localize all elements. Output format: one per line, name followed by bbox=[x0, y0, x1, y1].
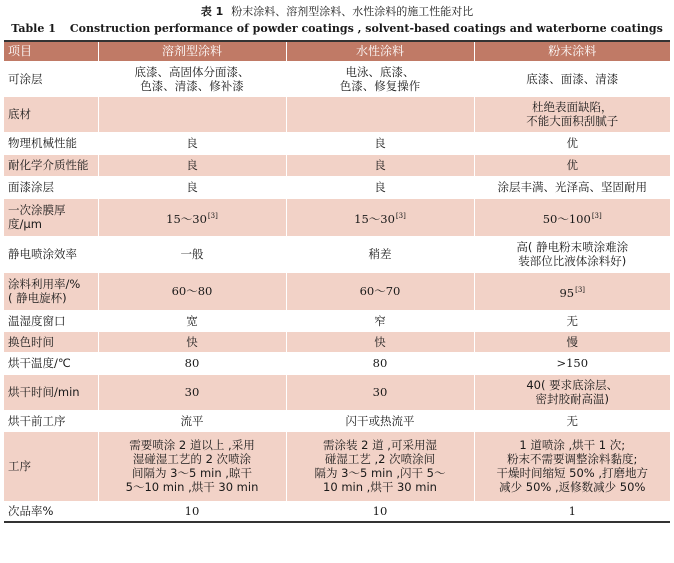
table-row bbox=[4, 272, 670, 310]
cell-powder: >150 bbox=[474, 352, 670, 374]
row-item: 一次涂膜厚 度/μm bbox=[4, 198, 98, 236]
cell-value: 50～100 bbox=[542, 211, 591, 226]
cell-waterborne: 60～70 bbox=[286, 272, 474, 310]
table-row bbox=[4, 198, 670, 236]
cell-powder: 底漆、面漆、清漆 bbox=[474, 61, 670, 96]
cell-waterborne bbox=[286, 96, 474, 132]
cell-powder: 1 bbox=[474, 501, 670, 522]
table-row bbox=[4, 61, 670, 96]
row-item: 静电喷涂效率 bbox=[4, 236, 98, 272]
table-row bbox=[4, 374, 670, 410]
cell-waterborne: 窄 bbox=[286, 310, 474, 331]
cell-solvent: 一般 bbox=[98, 236, 286, 272]
table-row bbox=[4, 96, 670, 132]
table-title-en bbox=[0, 21, 674, 36]
table-row bbox=[4, 331, 670, 352]
cell-powder: 无 bbox=[474, 410, 670, 431]
table-label-en: Table 1 bbox=[11, 22, 56, 35]
cell-solvent: 流平 bbox=[98, 410, 286, 431]
cell-solvent: 宽 bbox=[98, 310, 286, 331]
cell-powder: 1 道喷涂 ,烘干 1 次; 粉末不需要调整涂料黏度; 干燥时间缩短 50% ,打磨地方 减少 50% ,返修数减少 50% bbox=[474, 431, 670, 501]
row-item: 烘干时间/min bbox=[4, 374, 98, 410]
row-item: 工序 bbox=[4, 431, 98, 501]
table-row bbox=[4, 132, 670, 154]
table-row bbox=[4, 410, 670, 431]
cell-solvent: 底漆、高固体分面漆、 色漆、清漆、修补漆 bbox=[98, 61, 286, 96]
cell-powder bbox=[474, 272, 670, 310]
cell-waterborne: 30 bbox=[286, 374, 474, 410]
cell-solvent bbox=[98, 198, 286, 236]
row-item: 耐化学介质性能 bbox=[4, 154, 98, 176]
cell-powder: 涂层丰满、光泽高、坚固耐用 bbox=[474, 176, 670, 198]
cell-value: 15～30 bbox=[166, 211, 207, 226]
table-row bbox=[4, 154, 670, 176]
cell-powder: 优 bbox=[474, 132, 670, 154]
cell-powder: 高( 静电粉末喷涂难涂 装部位比液体涂料好) bbox=[474, 236, 670, 272]
cell-solvent: 良 bbox=[98, 132, 286, 154]
table-caption-en: Construction performance of powder coatings , solvent-based coatings and waterborne coatings bbox=[69, 22, 663, 35]
header-waterborne: 水性涂料 bbox=[286, 41, 474, 61]
row-item: 烘干温度/℃ bbox=[4, 352, 98, 374]
cell-powder: 40( 要求底涂层、 密封胶耐高温) bbox=[474, 374, 670, 410]
table-row bbox=[4, 431, 670, 501]
cell-solvent: 80 bbox=[98, 352, 286, 374]
cell-solvent: 需要喷涂 2 道以上 ,采用 湿碰湿工艺的 2 次喷涂 间隔为 3～5 min ,晾干 5～10 min ,烘干 30 min bbox=[98, 431, 286, 501]
cell-waterborne: 闪干或热流平 bbox=[286, 410, 474, 431]
row-item: 可涂层 bbox=[4, 61, 98, 96]
row-item: 温湿度窗口 bbox=[4, 310, 98, 331]
citation-ref: [3] bbox=[591, 211, 602, 220]
cell-waterborne: 良 bbox=[286, 132, 474, 154]
cell-powder: 无 bbox=[474, 310, 670, 331]
cell-waterborne: 快 bbox=[286, 331, 474, 352]
cell-waterborne: 电泳、底漆、 色漆、修复操作 bbox=[286, 61, 474, 96]
row-item: 底材 bbox=[4, 96, 98, 132]
cell-solvent: 良 bbox=[98, 154, 286, 176]
comparison-table bbox=[4, 40, 670, 523]
cell-solvent: 60～80 bbox=[98, 272, 286, 310]
header-powder: 粉末涂料 bbox=[474, 41, 670, 61]
row-item: 次品率% bbox=[4, 501, 98, 522]
row-item: 面漆涂层 bbox=[4, 176, 98, 198]
citation-ref: [3] bbox=[207, 211, 218, 220]
table-title-cn bbox=[0, 5, 674, 19]
cell-solvent: 30 bbox=[98, 374, 286, 410]
table-row bbox=[4, 176, 670, 198]
table-row bbox=[4, 501, 670, 522]
row-item: 物理机械性能 bbox=[4, 132, 98, 154]
cell-powder: 杜绝表面缺陷， 不能大面积刮腻子 bbox=[474, 96, 670, 132]
cell-waterborne bbox=[286, 198, 474, 236]
table-row bbox=[4, 236, 670, 272]
cell-powder: 优 bbox=[474, 154, 670, 176]
citation-ref: [3] bbox=[395, 211, 406, 220]
cell-solvent: 10 bbox=[98, 501, 286, 522]
cell-waterborne: 80 bbox=[286, 352, 474, 374]
cell-waterborne: 需涂装 2 道 ,可采用湿 碰湿工艺 ,2 次喷涂间 隔为 3～5 min ,闪干 5～ 10 min ,烘干 30 min bbox=[286, 431, 474, 501]
table-header-row bbox=[4, 41, 670, 61]
cell-solvent: 快 bbox=[98, 331, 286, 352]
cell-value: 15～30 bbox=[354, 211, 395, 226]
table-caption-cn: 粉末涂料、溶剂型涂料、水性涂料的施工性能对比 bbox=[231, 5, 474, 18]
row-item: 烘干前工序 bbox=[4, 410, 98, 431]
citation-ref: [3] bbox=[575, 285, 586, 294]
cell-waterborne: 良 bbox=[286, 176, 474, 198]
table-label-cn: 表 1 bbox=[200, 5, 224, 18]
table-row bbox=[4, 310, 670, 331]
cell-solvent bbox=[98, 96, 286, 132]
cell-waterborne: 10 bbox=[286, 501, 474, 522]
cell-solvent: 良 bbox=[98, 176, 286, 198]
cell-waterborne: 良 bbox=[286, 154, 474, 176]
row-item: 涂料利用率/% ( 静电旋杯) bbox=[4, 272, 98, 310]
cell-waterborne: 稍差 bbox=[286, 236, 474, 272]
cell-value: 95 bbox=[559, 285, 575, 300]
cell-powder bbox=[474, 198, 670, 236]
header-item: 项目 bbox=[4, 41, 98, 61]
cell-powder: 慢 bbox=[474, 331, 670, 352]
table-row bbox=[4, 352, 670, 374]
header-solvent: 溶剂型涂料 bbox=[98, 41, 286, 61]
row-item: 换色时间 bbox=[4, 331, 98, 352]
